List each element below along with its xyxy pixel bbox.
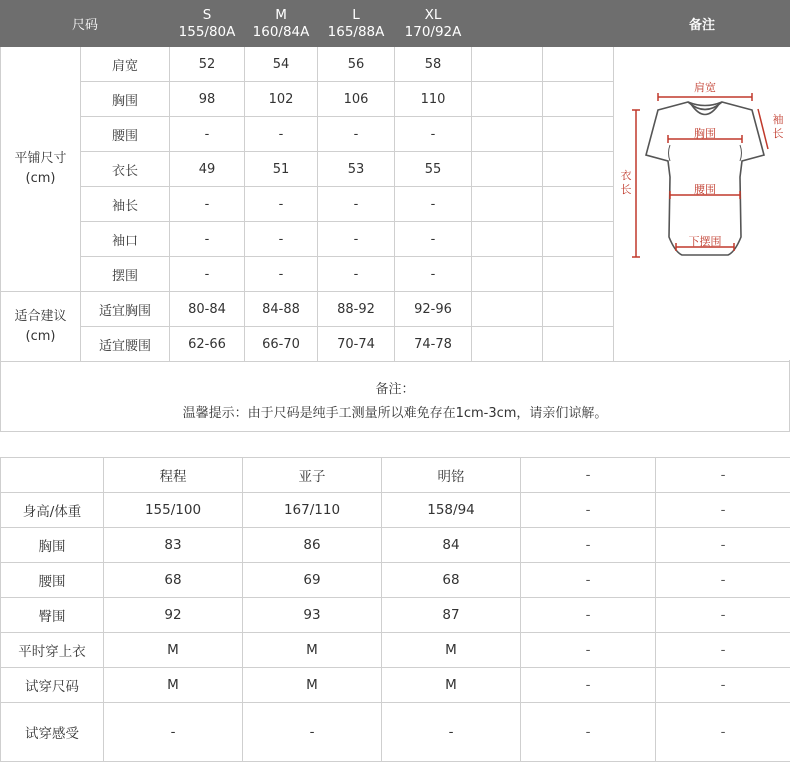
value-cell: - — [521, 668, 656, 703]
value-cell: - — [656, 598, 790, 633]
value-cell: - — [318, 187, 395, 222]
size-header-s — [170, 1, 245, 47]
row-label: 袖长 — [81, 187, 170, 222]
value-cell: 92-96 — [395, 292, 472, 327]
value-cell: 84-88 — [245, 292, 318, 327]
row-label: 腰围 — [81, 117, 170, 152]
value-cell: 62-66 — [170, 327, 245, 362]
value-cell: - — [395, 187, 472, 222]
value-cell: - — [170, 257, 245, 292]
size-name: L — [352, 6, 360, 23]
empty-cell — [472, 117, 543, 152]
value-cell: M — [382, 633, 521, 668]
empty-cell — [472, 327, 543, 362]
value-cell: - — [521, 703, 656, 762]
value-cell: - — [245, 187, 318, 222]
value-cell: 106 — [318, 82, 395, 117]
tryon-row-waist — [1, 563, 790, 598]
row-label: 胸围 — [81, 82, 170, 117]
empty-header-cell — [543, 1, 614, 47]
value-cell: - — [104, 703, 243, 762]
label-length-1: 衣 — [620, 169, 632, 182]
empty-cell — [472, 222, 543, 257]
empty-cell — [472, 257, 543, 292]
remark-box — [0, 360, 790, 432]
empty-cell — [472, 82, 543, 117]
value-cell: 69 — [243, 563, 382, 598]
row-label: 适宜胸围 — [81, 292, 170, 327]
value-cell: 93 — [243, 598, 382, 633]
row-label: 腰围 — [1, 563, 104, 598]
empty-header-cell — [472, 1, 543, 47]
value-cell: M — [382, 668, 521, 703]
value-cell: - — [656, 668, 790, 703]
suggest-group-title: 适合建议 (cm) — [14, 308, 67, 344]
value-cell: - — [395, 117, 472, 152]
row-label: 试穿感受 — [1, 703, 104, 762]
suggest-group-label — [1, 292, 81, 362]
size-header-l — [318, 1, 395, 47]
notes-header: 备注 — [614, 1, 790, 47]
value-cell: M — [104, 668, 243, 703]
value-cell: - — [245, 117, 318, 152]
value-cell: - — [170, 117, 245, 152]
label-shoulder: 肩宽 — [694, 81, 717, 94]
empty-corner-cell — [1, 458, 104, 493]
model-name: 亚子 — [243, 458, 382, 493]
value-cell: M — [243, 633, 382, 668]
value-cell: 80-84 — [170, 292, 245, 327]
flat-group-label — [1, 47, 81, 292]
empty-cell — [543, 187, 614, 222]
flat-group-title: 平铺尺寸 (cm) — [14, 151, 67, 186]
label-sleeve-2: 长 — [772, 127, 784, 140]
row-label: 试穿尺码 — [1, 668, 104, 703]
value-cell: 55 — [395, 152, 472, 187]
value-cell: - — [521, 493, 656, 528]
empty-cell — [472, 152, 543, 187]
value-cell: 56 — [318, 47, 395, 82]
size-spec: 155/80A — [178, 23, 236, 40]
value-cell: 87 — [382, 598, 521, 633]
size-header-m — [245, 1, 318, 47]
value-cell: 66-70 — [245, 327, 318, 362]
value-cell: - — [521, 563, 656, 598]
value-cell: 68 — [104, 563, 243, 598]
value-cell: 158/94 — [382, 493, 521, 528]
size-name: S — [202, 6, 212, 23]
value-cell: 88-92 — [318, 292, 395, 327]
label-hem: 下摆围 — [688, 235, 722, 248]
size-spec: 160/84A — [252, 23, 310, 40]
value-cell: 86 — [243, 528, 382, 563]
tshirt-diagram-cell — [614, 47, 790, 362]
value-cell: 49 — [170, 152, 245, 187]
value-cell: 54 — [245, 47, 318, 82]
value-cell: - — [245, 222, 318, 257]
value-cell: - — [656, 703, 790, 762]
empty-cell — [543, 257, 614, 292]
tryon-table — [0, 457, 790, 762]
size-table — [0, 0, 790, 362]
value-cell: - — [656, 493, 790, 528]
tryon-row-tried-size — [1, 668, 790, 703]
model-name: 明铭 — [382, 458, 521, 493]
label-length-2: 长 — [620, 183, 632, 196]
value-cell: - — [395, 257, 472, 292]
model-name: - — [656, 458, 790, 493]
value-cell: - — [318, 117, 395, 152]
size-spec: 165/88A — [327, 23, 385, 40]
size-spec: 170/92A — [404, 23, 462, 40]
empty-cell — [472, 292, 543, 327]
tshirt-outline — [646, 102, 764, 255]
empty-cell — [543, 327, 614, 362]
remark-title: 备注： — [375, 382, 415, 397]
value-cell: 84 — [382, 528, 521, 563]
value-cell: 53 — [318, 152, 395, 187]
value-cell: - — [395, 222, 472, 257]
value-cell: 68 — [382, 563, 521, 598]
value-cell: 110 — [395, 82, 472, 117]
empty-cell — [543, 152, 614, 187]
value-cell: - — [243, 703, 382, 762]
size-name: M — [275, 6, 287, 23]
tryon-row-hip — [1, 598, 790, 633]
row-label: 摆围 — [81, 257, 170, 292]
size-label-header: 尺码 — [1, 1, 170, 47]
value-cell: - — [656, 528, 790, 563]
value-cell: - — [245, 257, 318, 292]
size-header-row — [1, 1, 790, 47]
row-label: 肩宽 — [81, 47, 170, 82]
value-cell: 52 — [170, 47, 245, 82]
value-cell: 102 — [245, 82, 318, 117]
value-cell: M — [243, 668, 382, 703]
empty-cell — [472, 187, 543, 222]
remark-text: 温馨提示：由于尺码是纯手工测量所以难免存在1cm-3cm，请亲们谅解。 — [182, 406, 608, 421]
model-name: 程程 — [104, 458, 243, 493]
tryon-header-row — [1, 458, 790, 493]
value-cell: 51 — [245, 152, 318, 187]
value-cell: - — [521, 633, 656, 668]
label-waist: 腰围 — [694, 183, 717, 196]
empty-cell — [543, 292, 614, 327]
value-cell: - — [318, 222, 395, 257]
value-cell: M — [104, 633, 243, 668]
row-label: 胸围 — [1, 528, 104, 563]
value-cell: - — [170, 187, 245, 222]
value-cell: 155/100 — [104, 493, 243, 528]
value-cell: - — [656, 633, 790, 668]
row-label: 平时穿上衣 — [1, 633, 104, 668]
value-cell: 92 — [104, 598, 243, 633]
value-cell: 70-74 — [318, 327, 395, 362]
tryon-row-height-weight — [1, 493, 790, 528]
flat-row-shoulder — [1, 47, 790, 82]
measurement-lines — [632, 93, 768, 257]
value-cell: 98 — [170, 82, 245, 117]
row-label: 衣长 — [81, 152, 170, 187]
row-label: 适宜腰围 — [81, 327, 170, 362]
value-cell: 167/110 — [243, 493, 382, 528]
value-cell: - — [521, 598, 656, 633]
row-label: 身高/体重 — [1, 493, 104, 528]
empty-cell — [543, 222, 614, 257]
value-cell: 58 — [395, 47, 472, 82]
model-name: - — [521, 458, 656, 493]
size-name: XL — [424, 6, 442, 23]
value-cell: - — [382, 703, 521, 762]
row-label: 袖口 — [81, 222, 170, 257]
value-cell: 74-78 — [395, 327, 472, 362]
empty-cell — [543, 117, 614, 152]
label-sleeve-1: 袖 — [772, 113, 784, 126]
empty-cell — [543, 47, 614, 82]
value-cell: - — [521, 528, 656, 563]
size-header-xl — [395, 1, 472, 47]
tryon-row-usual-size — [1, 633, 790, 668]
tryon-row-chest — [1, 528, 790, 563]
empty-cell — [543, 82, 614, 117]
tshirt-diagram — [618, 57, 788, 267]
label-chest: 胸围 — [694, 127, 717, 140]
value-cell: - — [656, 563, 790, 598]
empty-cell — [472, 47, 543, 82]
row-label: 臀围 — [1, 598, 104, 633]
value-cell: - — [318, 257, 395, 292]
value-cell: 83 — [104, 528, 243, 563]
value-cell: - — [170, 222, 245, 257]
tryon-row-feedback — [1, 703, 790, 762]
